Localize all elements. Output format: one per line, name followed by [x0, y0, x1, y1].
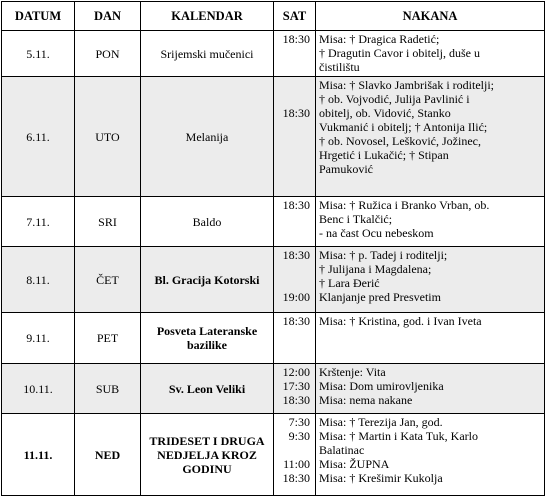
- day-cell: PET: [75, 313, 141, 364]
- time-cell: [274, 77, 316, 197]
- calendar-cell: Posveta Lateranske bazilike: [141, 313, 274, 364]
- time-line: [277, 60, 310, 74]
- intention-line: Pamuković: [319, 162, 373, 176]
- table-row: [2, 197, 545, 247]
- intention-line: Vukmanić i obitelj; † Antonija Ilić;: [319, 120, 488, 134]
- table-row: [2, 313, 545, 364]
- intentions-cell: [316, 247, 545, 313]
- day-cell: SUB: [75, 364, 141, 414]
- day-cell: PON: [75, 31, 141, 77]
- intention-line: - na čast Ocu nebeskom: [319, 226, 434, 240]
- header-row: [2, 2, 545, 31]
- time-line: [277, 443, 310, 457]
- schedule-body: [2, 31, 545, 496]
- time-line: [277, 134, 310, 148]
- intention-line: Misa: † Martin i Kata Tuk, Karlo: [319, 429, 478, 443]
- intentions-cell: [316, 414, 545, 496]
- time-line: 11:00: [283, 457, 310, 471]
- intentions-cell: [316, 364, 545, 414]
- intention-line: Hrgetić i Lukačić; † Stipan: [319, 148, 449, 162]
- calendar-cell: Sv. Leon Veliki: [141, 364, 274, 414]
- time-line: 12:00: [282, 365, 310, 379]
- time-line: [277, 46, 310, 60]
- intentions-cell: [316, 197, 545, 247]
- date-cell: 5.11.: [2, 31, 75, 77]
- time-line: 18:30: [282, 471, 310, 485]
- table-row: [2, 247, 545, 313]
- time-line: 19:00: [282, 290, 310, 304]
- intention-line: † Julijana i Magdalena;: [319, 262, 432, 276]
- time-line: 18:30: [282, 314, 310, 328]
- time-cell: [274, 313, 316, 364]
- intention-line: † ob. Vojvodić, Julija Pavlinić i: [319, 92, 470, 106]
- intention-line: čistilištu: [319, 60, 360, 74]
- time-line: 9:30: [288, 429, 310, 443]
- time-line: [277, 226, 310, 240]
- date-cell: 11.11.: [2, 414, 75, 496]
- day-cell: SRI: [75, 197, 141, 247]
- header-time: SAT: [274, 2, 316, 31]
- day-cell: UTO: [75, 77, 141, 197]
- intention-line: Misa: † Krešimir Kukolja: [319, 471, 443, 485]
- time-cell: [274, 364, 316, 414]
- table-row: [2, 414, 545, 496]
- mass-schedule-table: [1, 1, 545, 496]
- calendar-cell: TRIDESET I DRUGA NEDJELJA KROZ GODINU: [141, 414, 274, 496]
- time-line: 18:30: [282, 393, 310, 407]
- intention-line: Benc i Tkalčić;: [319, 212, 393, 226]
- intention-line: † ob. Novosel, Lešković, Jožinec,: [319, 134, 481, 148]
- time-line: 7:30: [288, 415, 310, 429]
- intention-line: † Dragutin Cavor i obitelj, duše u: [319, 46, 480, 60]
- time-line: [277, 276, 310, 290]
- time-line: [277, 92, 310, 106]
- time-cell: [274, 31, 316, 77]
- header-calendar: KALENDAR: [141, 2, 274, 31]
- intention-line: Misa: † p. Tadej i roditelji;: [319, 248, 448, 262]
- time-line: 18:30: [282, 106, 310, 120]
- time-line: 18:30: [282, 32, 310, 46]
- day-cell: ČET: [75, 247, 141, 313]
- calendar-cell: Melanija: [141, 77, 274, 197]
- date-cell: 6.11.: [2, 77, 75, 197]
- intention-line: Klanjanje pred Presvetim: [319, 290, 441, 304]
- calendar-cell: Srijemski mučenici: [141, 31, 274, 77]
- table-row: [2, 364, 545, 414]
- intention-line: obitelj, ob. Vidović, Stanko: [319, 106, 451, 120]
- time-line: [277, 162, 310, 176]
- calendar-cell: Baldo: [141, 197, 274, 247]
- time-line: 18:30: [282, 198, 310, 212]
- date-cell: 7.11.: [2, 197, 75, 247]
- header-date: DATUM: [2, 2, 75, 31]
- time-line: [277, 148, 310, 162]
- intentions-cell: [316, 77, 545, 197]
- intentions-cell: [316, 31, 545, 77]
- intention-line: Misa: † Dragica Radetić;: [319, 32, 440, 46]
- intention-line: Balatinac: [319, 443, 365, 457]
- time-line: [277, 212, 310, 226]
- time-line: 17:30: [282, 379, 310, 393]
- intention-line: Misa: ŽUPNA: [319, 457, 390, 471]
- day-cell: NED: [75, 414, 141, 496]
- intentions-cell: [316, 313, 545, 364]
- time-cell: [274, 414, 316, 496]
- time-line: 18:30: [282, 248, 310, 262]
- time-line: [277, 78, 310, 92]
- table-row: [2, 77, 545, 197]
- intention-line: Misa: † Terezija Jan, god.: [319, 415, 443, 429]
- time-cell: [274, 197, 316, 247]
- intention-line: Misa: † Slavko Jambrišak i roditelji;: [319, 78, 494, 92]
- calendar-cell: Bl. Gracija Kotorski: [141, 247, 274, 313]
- table-row: [2, 31, 545, 77]
- date-cell: 10.11.: [2, 364, 75, 414]
- date-cell: 9.11.: [2, 313, 75, 364]
- intention-line: † Lara Đerić: [319, 276, 380, 290]
- date-cell: 8.11.: [2, 247, 75, 313]
- time-line: [277, 176, 310, 190]
- intention-line: Misa: † Kristina, god. i Ivan Iveta: [319, 314, 482, 328]
- intention-line: Krštenje: Vita: [319, 365, 386, 379]
- intention-line: Misa: † Ružica i Branko Vrban, ob.: [319, 198, 490, 212]
- time-line: [277, 120, 310, 134]
- time-line: [277, 262, 310, 276]
- header-day: DAN: [75, 2, 141, 31]
- intention-line: Misa: nema nakane: [319, 393, 413, 407]
- intention-line: Misa: Dom umirovljenika: [319, 379, 444, 393]
- time-cell: [274, 247, 316, 313]
- header-intentions: NAKANA: [316, 2, 545, 31]
